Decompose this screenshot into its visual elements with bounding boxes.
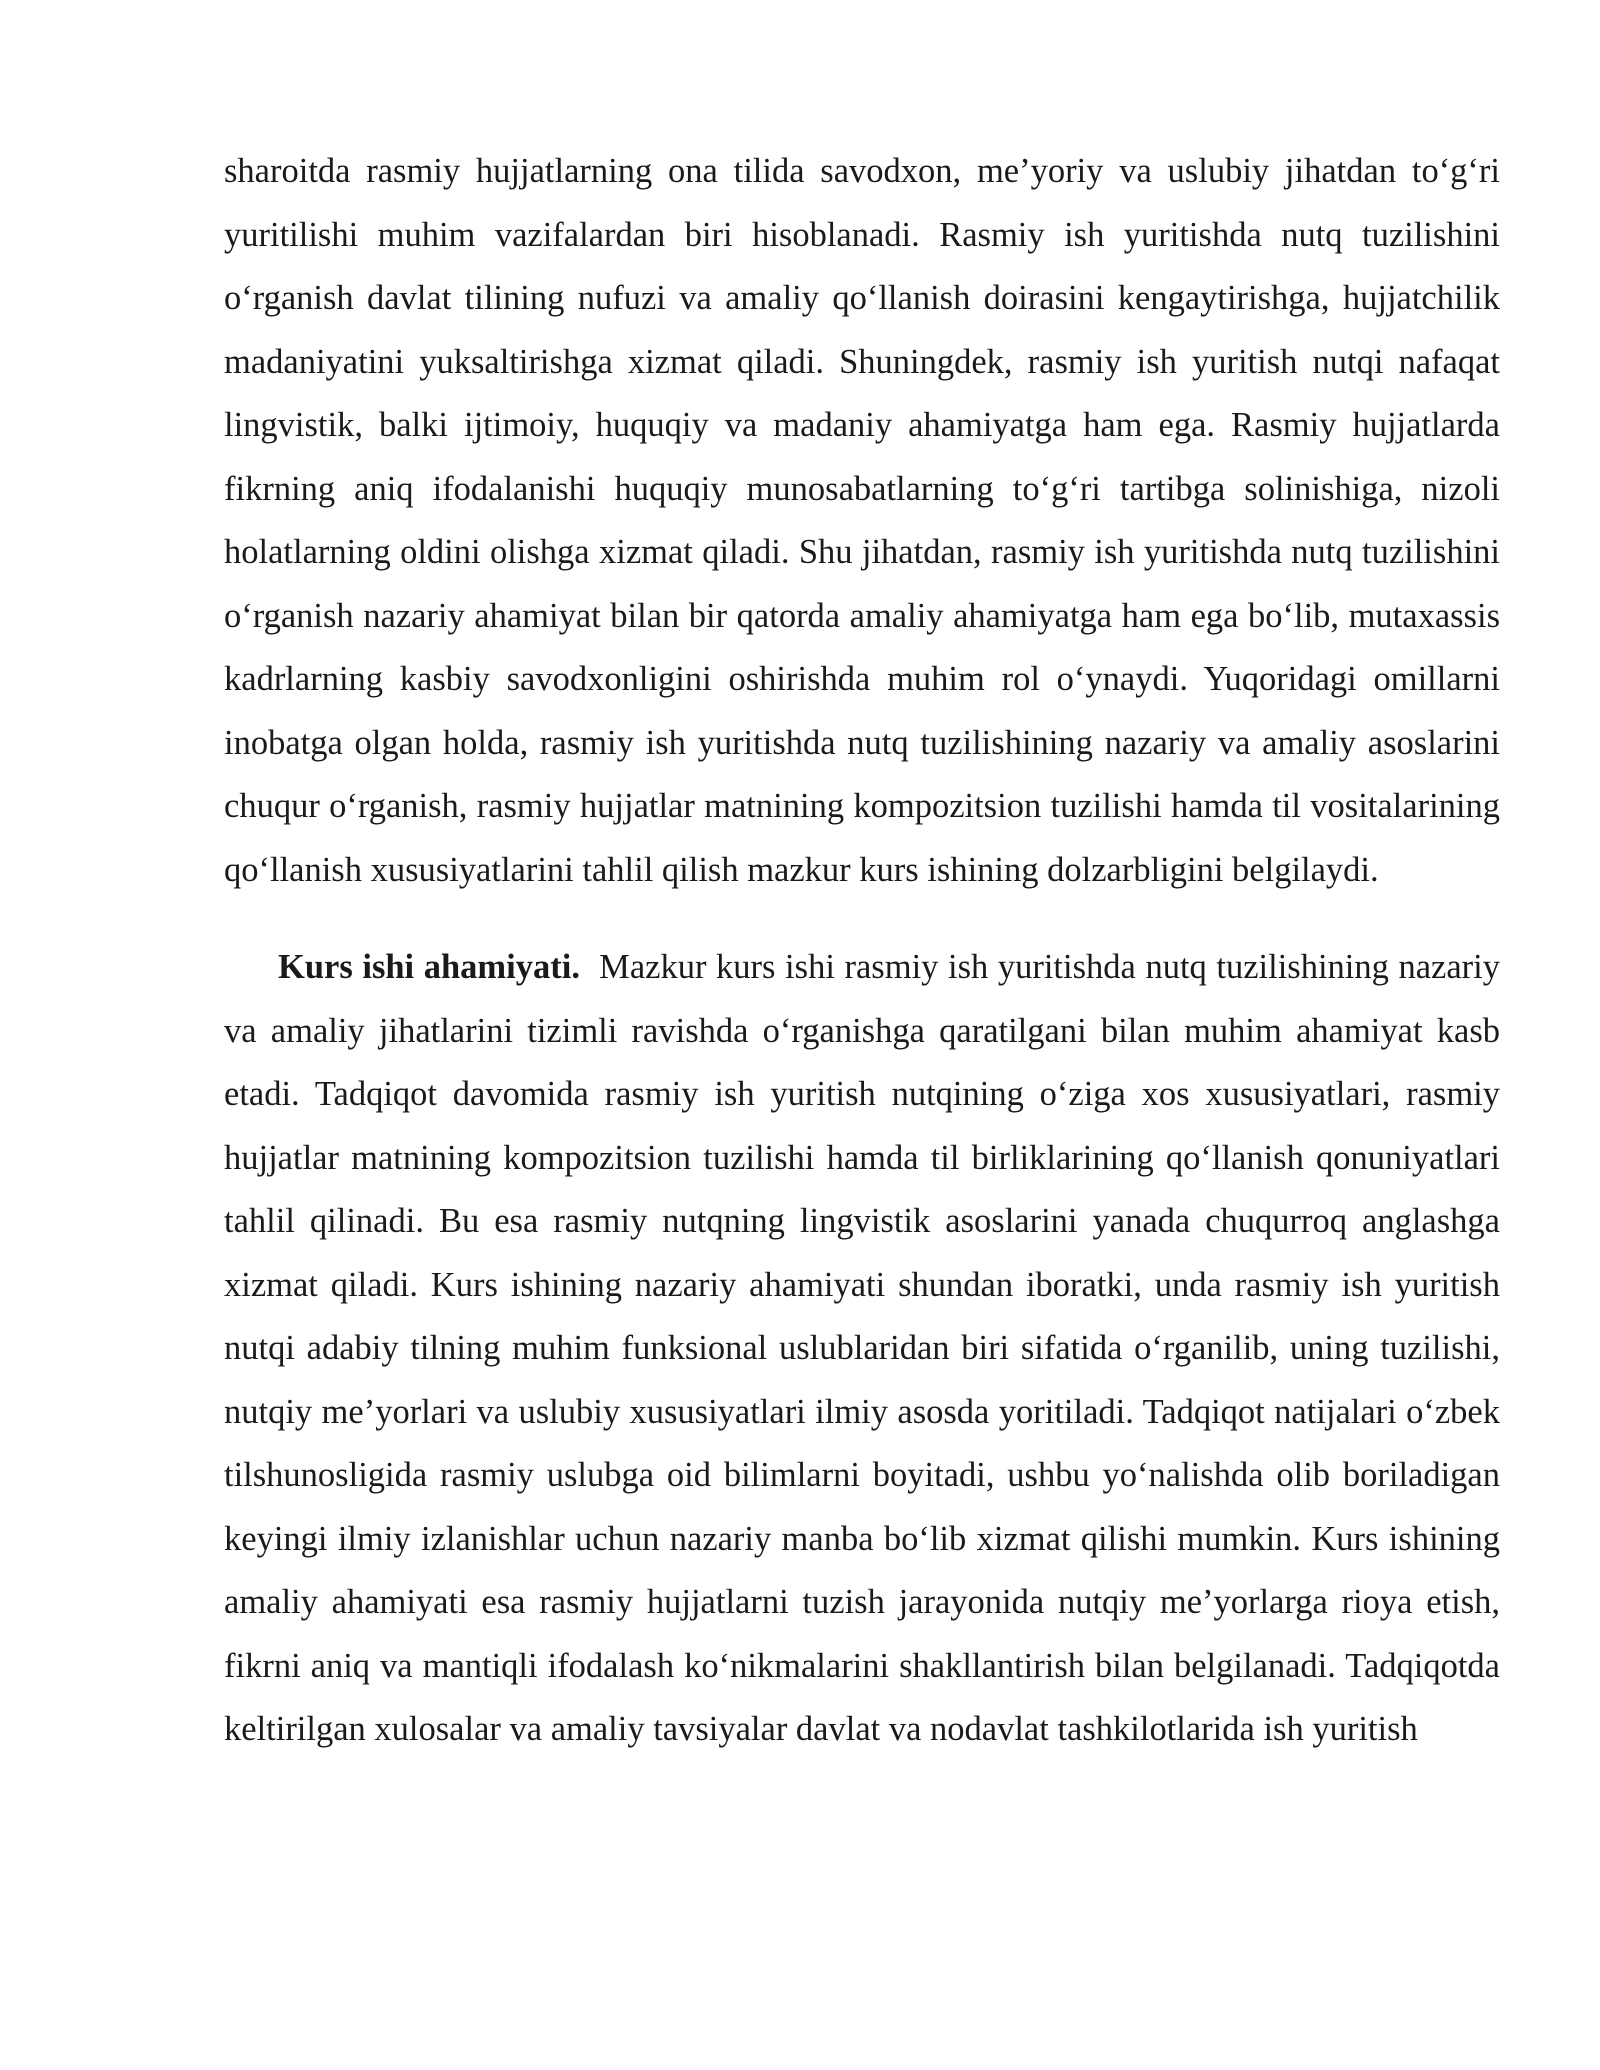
paragraph-course-significance [224,936,1500,1762]
paragraph-relevance-continued: sharoitda rasmiy hujjatlarning ona tilida savodxon, me’yoriy va uslubiy jihatdan to‘g‘ri yuritilishi muhim vazifalardan biri hisoblanadi. Rasmiy ish yuritishda nutq tuzilishini o‘rganish davlat tilining nufuzi va amaliy qo‘llanish doirasini kengaytirishga, hujjatchilik madaniyatini yuksaltirishga xizmat qiladi. Shuningdek, rasmiy ish yuritish nutqi nafaqat lingvistik, balki ijtimoiy, huquqiy va madaniy ahamiyatga ham ega. Rasmiy hujjatlarda fikrning aniq ifodalanishi huquqiy munosabatlarning to‘g‘ri tartibga solinishiga, nizoli holatlarning oldini olishga xizmat qiladi. Shu jihatdan, rasmiy ish yuritishda nutq tuzilishini o‘rganish nazariy ahamiyat bilan bir qatorda amaliy ahamiyatga ham ega bo‘lib, mutaxassis kadrlarning kasbiy savodxonligini oshirishda muhim rol o‘ynaydi. Yuqoridagi omillarni inobatga olgan holda, rasmiy ish yuritishda nutq tuzilishining nazariy va amaliy asoslarini chuqur o‘rganish, rasmiy hujjatlar matnining kompozitsion tuzilishi hamda til vositalarining qo‘llanish xususiyatlarini tahlil qilish mazkur kurs ishining dolzarbligini belgilaydi. [224,152,1500,889]
section-heading: Kurs ishi ahamiyati. [278,948,580,986]
page-body [224,140,1500,1762]
paragraph-course-significance-text: Mazkur kurs ishi rasmiy ish yuritishda nutq tuzilishining nazariy va amaliy jihatlarini tizimli ravishda o‘rganishga qaratilgani bilan muhim ahamiyat kasb etadi. Tadqiqot davomida rasmiy ish yuritish nutqining o‘ziga xos xususiyatlari, rasmiy hujjatlar matnining kompozitsion tuzilishi hamda til birliklarining qo‘llanish qonuniyatlari tahlil qilinadi. Bu esa rasmiy nutqning lingvistik asoslarini yanada chuqurroq anglashga xizmat qiladi. Kurs ishining nazariy ahamiyati shundan iboratki, unda rasmiy ish yuritish nutqi adabiy tilning muhim funksional uslublaridan biri sifatida o‘rganilib, uning tuzilishi, nutqiy me’yorlari va uslubiy xususiyatlari ilmiy asosda yoritiladi. Tadqiqot natijalari o‘zbek tilshunosligida rasmiy uslubga oid bilimlarni boyitadi, ushbu yo‘nalishda olib boriladigan keyingi ilmiy izlanishlar uchun nazariy manba bo‘lib xizmat qilishi mumkin. Kurs ishining amaliy ahamiyati esa rasmiy hujjatlarni tuzish jarayonida nutqiy me’yorlarga rioya etish, fikrni aniq va mantiqli ifodalash ko‘nikmalarini shakllantirish bilan belgilanadi. Tadqiqotda keltirilgan xulosalar va amaliy tavsiyalar davlat va nodavlat tashkilotlarida ish yuritish [224,948,1500,1748]
